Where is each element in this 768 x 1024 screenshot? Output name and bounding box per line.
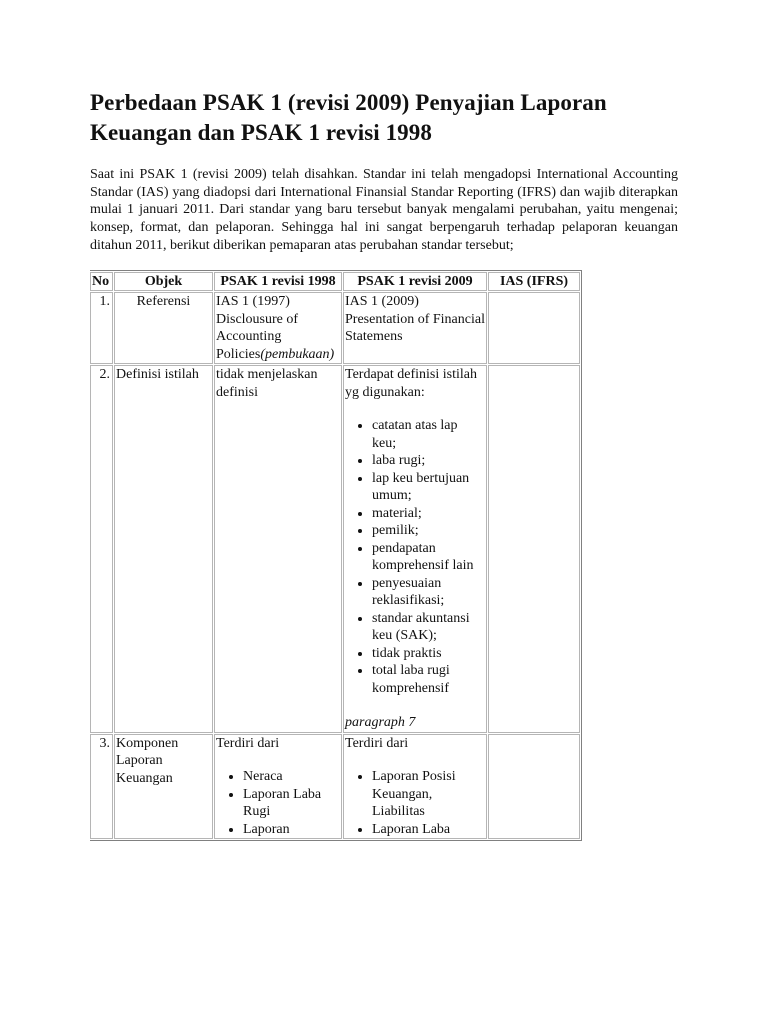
row-objek: Definisi istilah bbox=[114, 365, 213, 733]
list-item: • Laporan Posisi Keuangan, Liabilitas bbox=[372, 768, 485, 821]
cell-intro: Terdiri dari bbox=[345, 735, 409, 751]
cell-intro: Terdiri dari bbox=[216, 735, 280, 751]
cell-psak-2009 bbox=[343, 734, 487, 840]
table-row bbox=[90, 365, 580, 733]
list-item: • pemilik; bbox=[372, 522, 485, 540]
list-item: • standar akuntansi keu (SAK); bbox=[372, 610, 485, 645]
paragraph-reference: paragraph 7 bbox=[345, 715, 416, 731]
cell-psak-1998 bbox=[214, 734, 342, 840]
cell-ias bbox=[488, 292, 580, 364]
list-item: • pendapatan komprehensif lain bbox=[372, 540, 485, 575]
list-item: • catatan atas lap keu; bbox=[372, 417, 485, 452]
row-number: 2. bbox=[90, 365, 113, 733]
table-row bbox=[90, 292, 580, 364]
list-item: • Laporan bbox=[243, 821, 340, 839]
header-ias-ifrs: IAS (IFRS) bbox=[488, 272, 580, 292]
cell-psak-1998 bbox=[214, 292, 342, 364]
header-psak-2009: PSAK 1 revisi 2009 bbox=[343, 272, 487, 292]
table-header-row bbox=[90, 272, 580, 292]
row-objek: Referensi bbox=[114, 292, 213, 364]
component-list bbox=[216, 768, 340, 838]
list-item: • tidak praktis bbox=[372, 645, 485, 663]
row-number: 3. bbox=[90, 734, 113, 840]
cell-line: IAS 1 (1997) bbox=[216, 294, 290, 310]
table-row bbox=[90, 734, 580, 840]
document-page bbox=[90, 88, 678, 890]
header-no: No bbox=[90, 272, 113, 292]
cell-psak-2009 bbox=[343, 292, 487, 364]
list-item: • Neraca bbox=[243, 768, 340, 786]
comparison-table bbox=[90, 270, 582, 842]
cell-ias bbox=[488, 365, 580, 733]
cell-ias bbox=[488, 734, 580, 840]
page-title: Perbedaan PSAK 1 (revisi 2009) Penyajian Laporan Keuangan dan PSAK 1 revisi 1998 bbox=[90, 90, 607, 145]
cell-text: Disclousure of Accounting Policies bbox=[216, 311, 299, 362]
row-number: 1. bbox=[90, 292, 113, 364]
header-psak-1998: PSAK 1 revisi 1998 bbox=[214, 272, 342, 292]
cell-italic-note: (pembukaan) bbox=[260, 346, 335, 362]
component-list bbox=[345, 768, 485, 838]
cell-text: Presentation of Financial Statemens bbox=[345, 311, 485, 345]
header-objek: Objek bbox=[114, 272, 213, 292]
cell-psak-1998: tidak menjelaskan definisi bbox=[214, 365, 342, 733]
list-item: • Laporan Laba bbox=[372, 821, 485, 839]
definition-list bbox=[345, 417, 485, 697]
list-item: • laba rugi; bbox=[372, 452, 485, 470]
cell-line: IAS 1 (2009) bbox=[345, 294, 419, 310]
list-item: • material; bbox=[372, 505, 485, 523]
table-viewport bbox=[90, 270, 678, 890]
list-item: • total laba rugi komprehensif bbox=[372, 662, 485, 697]
list-item: • lap keu bertujuan umum; bbox=[372, 470, 485, 505]
row-objek: Komponen Laporan Keuangan bbox=[114, 734, 213, 840]
intro-paragraph: Saat ini PSAK 1 (revisi 2009) telah disahkan. Standar ini telah mengadopsi International Accounting Standar (IAS) yang diadopsi dari International Finansial Standar Reporting (IFRS) dan wajib diterapkan mulai 1 januari 2011. Dari standar yang baru tersebut banyak mengalami perubahan, yaitu mengenai; konsep, format, dan pelaporan. Sehingga hal ini sangat berpengaruh terhadap pelaporan keuangan ditahun 2011, berikut diberikan pemaparan atas perubahan standar tersebut; bbox=[90, 167, 678, 253]
list-item: • Laporan Laba Rugi bbox=[243, 786, 340, 821]
cell-psak-2009 bbox=[343, 365, 487, 733]
list-item: • penyesuaian reklasifikasi; bbox=[372, 575, 485, 610]
cell-intro: Terdapat definisi istilah yg digunakan: bbox=[345, 367, 477, 400]
